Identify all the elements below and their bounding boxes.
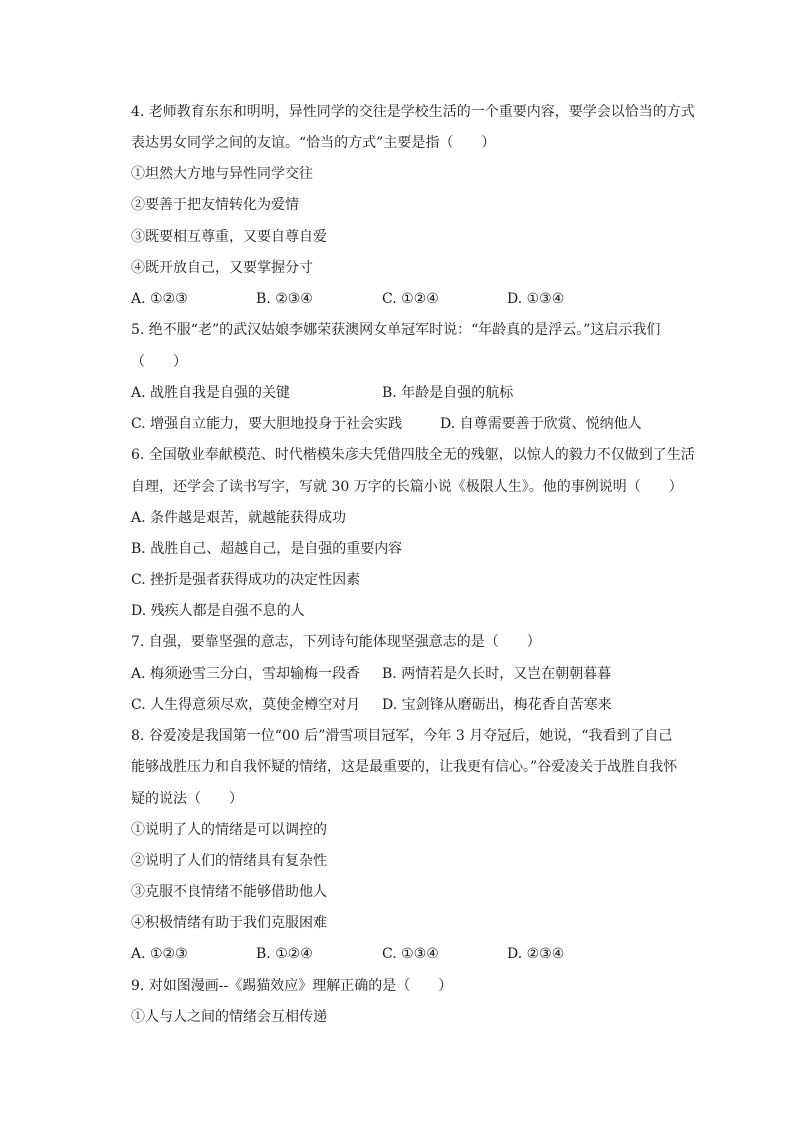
q8-item-2: ②说明了人们的情绪具有复杂性 xyxy=(131,853,327,869)
q5-stem-line2: （ ） xyxy=(131,354,187,370)
q4-item-2: ②要善于把友情转化为爱情 xyxy=(131,197,299,213)
q8-stem-line1: 8. 谷爱凌是我国第一位“00 后”滑雪项目冠军，今年 3 月夺冠后，她说，“我看到了自己 xyxy=(131,728,673,744)
q8-item-4: ④积极情绪有助于我们克服困难 xyxy=(131,915,327,931)
q6-option-c: C. 挫折是强者获得成功的决定性因素 xyxy=(131,572,361,588)
q4-option-d: D. ①③④ xyxy=(507,291,565,307)
q4-item-3: ③既要相互尊重，又要自尊自爱 xyxy=(131,229,327,245)
q6-option-a: A. 条件越是艰苦，就越能获得成功 xyxy=(131,510,347,526)
q5-option-c: C. 增强自立能力，要大胆地投身于社会实践 xyxy=(131,416,403,432)
q9-item-1: ①人与人之间的情绪会互相传递 xyxy=(131,1009,327,1025)
q8-option-d: D. ②③④ xyxy=(507,946,565,962)
q7-option-a: A. 梅须逊雪三分白，雪却输梅一段香 xyxy=(131,666,361,682)
q4-stem-line1: 4. 老师教育东东和明明，异性同学的交往是学校生活的一个重要内容，要学会以恰当的方式 xyxy=(131,104,695,120)
q8-option-c: C. ①③④ xyxy=(382,946,439,962)
q4-item-1: ①坦然大方地与异性同学交往 xyxy=(131,166,313,182)
q6-stem-line1: 6. 全国敬业奉献模范、时代楷模朱彦夫凭借四肢全无的残躯，以惊人的毅力不仅做到了生活 xyxy=(131,447,695,463)
q5-stem-line1: 5. 绝不服“老”的武汉姑娘李娜荣获澳网女单冠军时说：“年龄真的是浮云。”这启示我们 xyxy=(131,322,661,338)
q7-stem-line1: 7. 自强，要靠坚强的意志，下列诗句能体现坚强意志的是（ ） xyxy=(131,634,541,650)
q7-option-d: D. 宝剑锋从磨砺出，梅花香自苦寒来 xyxy=(382,697,612,713)
q4-option-a: A. ①②③ xyxy=(131,291,188,307)
q4-option-b: B. ②③④ xyxy=(256,291,313,307)
q8-option-a: A. ①②③ xyxy=(131,946,188,962)
q8-stem-line2: 能够战胜压力和自我怀疑的情绪，这是最重要的，让我更有信心。”谷爱凌关于战胜自我怀 xyxy=(131,759,678,775)
q4-stem-line2: 表达男女同学之间的友谊。“恰当的方式”主要是指（ ） xyxy=(131,135,496,151)
q7-option-c: C. 人生得意须尽欢，莫使金樽空对月 xyxy=(131,697,361,713)
q8-item-3: ③克服不良情绪不能够借助他人 xyxy=(131,884,327,900)
q4-option-c: C. ①②④ xyxy=(382,291,439,307)
q6-option-b: B. 战胜自己、超越自己，是自强的重要内容 xyxy=(131,541,403,557)
q5-option-d: D. 自尊需要善于欣赏、悦纳他人 xyxy=(440,416,642,432)
q5-option-b: B. 年龄是自强的航标 xyxy=(382,385,514,401)
q8-option-b: B. ①②④ xyxy=(256,946,313,962)
q6-option-d: D. 残疾人都是自强不息的人 xyxy=(131,603,305,619)
q7-option-b: B. 两情若是久长时，又岂在朝朝暮暮 xyxy=(382,666,612,682)
q4-item-4: ④既开放自己，又要掌握分寸 xyxy=(131,260,313,276)
q9-stem-line1: 9. 对如图漫画--《踢猫效应》理解正确的是（ ） xyxy=(131,978,453,994)
q6-stem-line2: 自理，还学会了读书写字，写就 30 万字的长篇小说《极限人生》。他的事例说明（ ） xyxy=(131,479,683,495)
q8-item-1: ①说明了人的情绪是可以调控的 xyxy=(131,822,327,838)
q5-option-a: A. 战胜自我是自强的关键 xyxy=(131,385,291,401)
q8-stem-line3: 疑的说法（ ） xyxy=(131,791,243,807)
